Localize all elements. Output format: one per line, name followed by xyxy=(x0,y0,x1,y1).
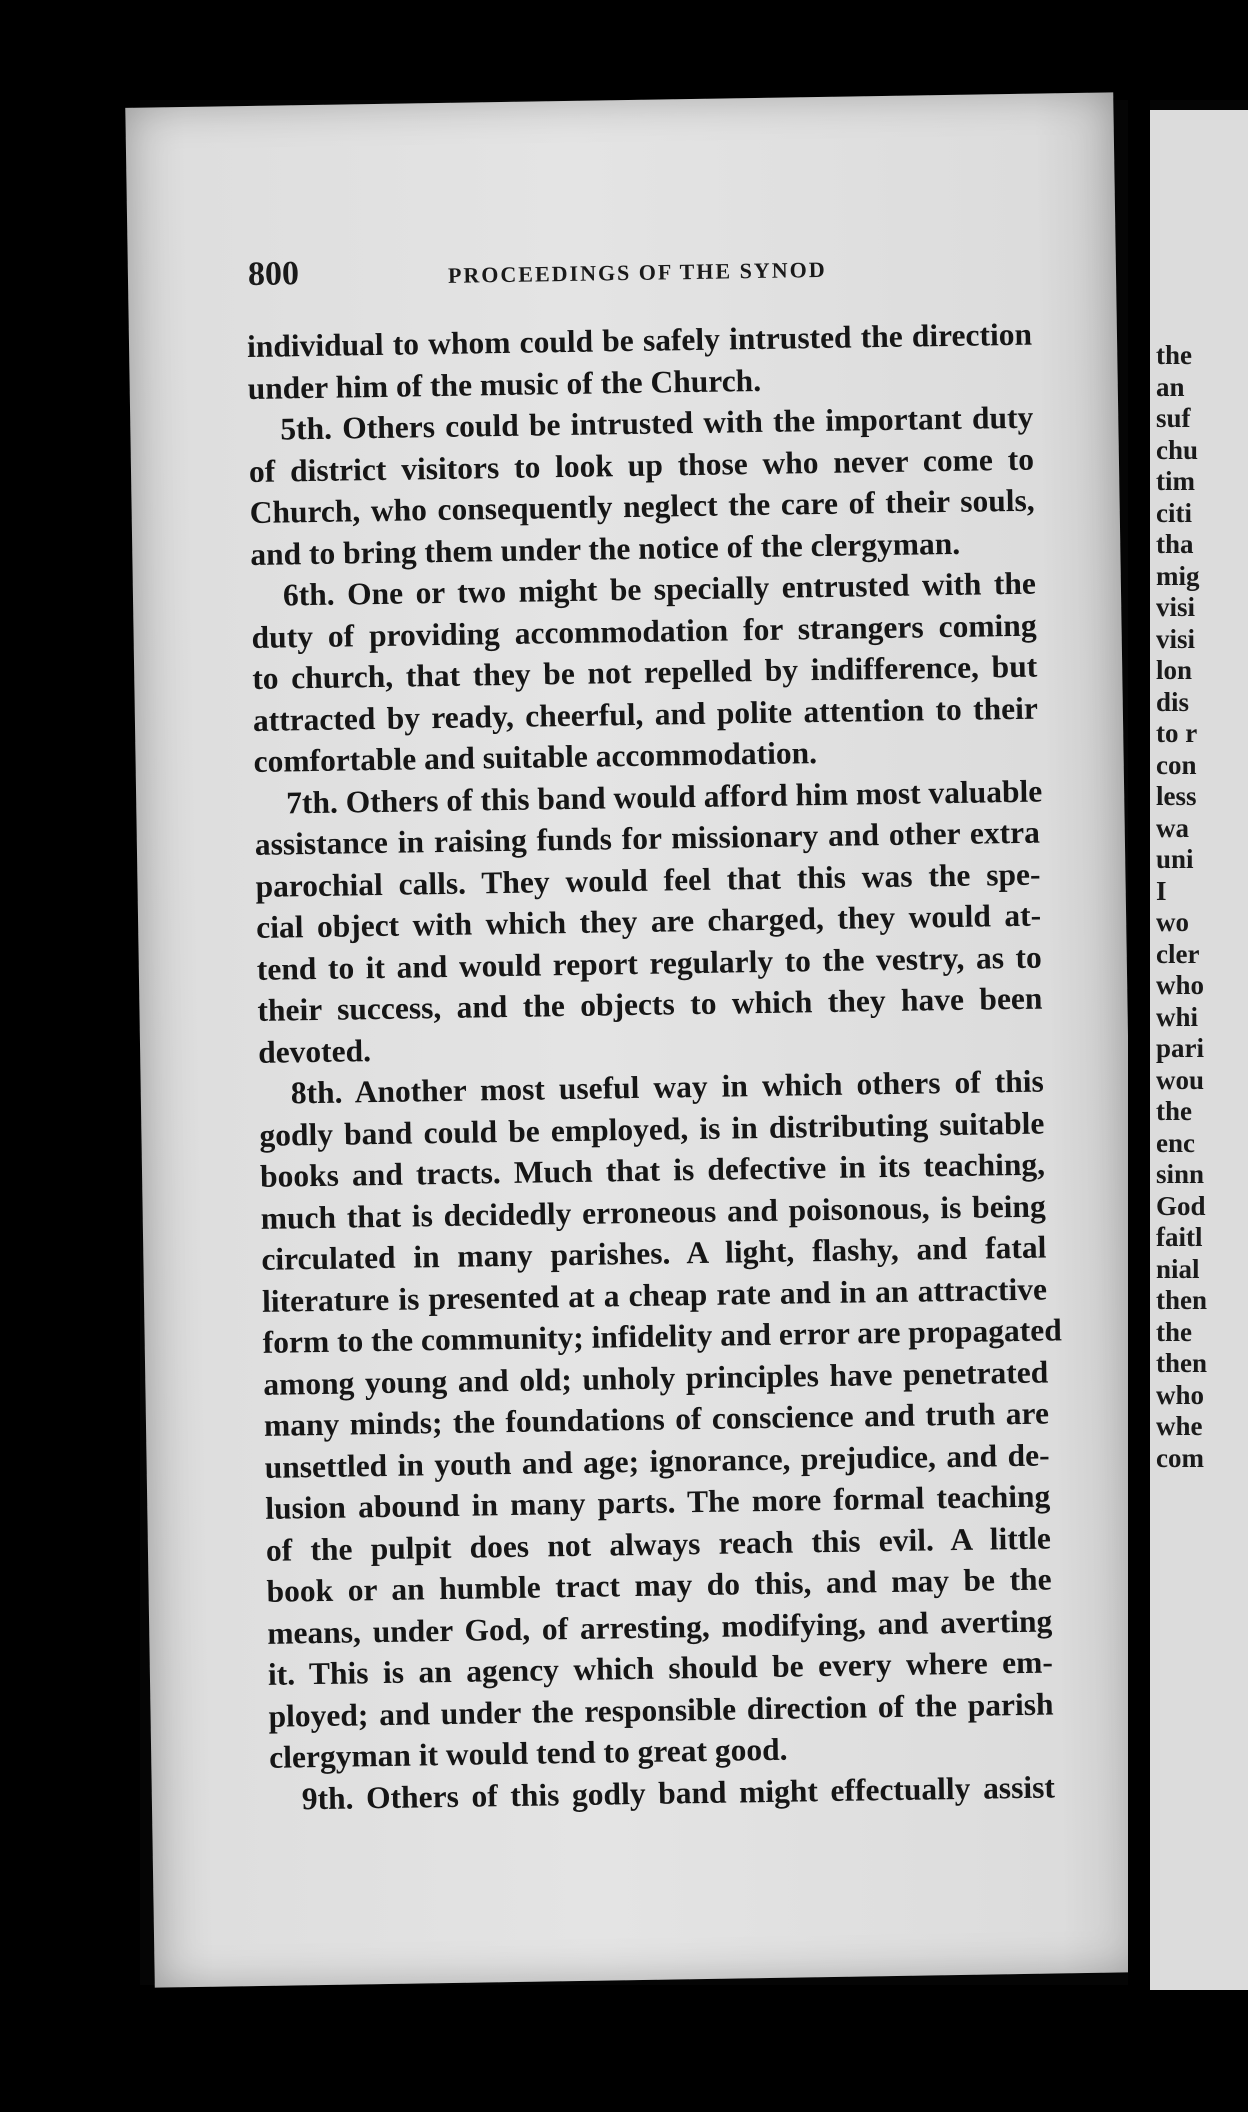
text-line: many minds; the foundations of conscience and truth are xyxy=(263,1395,1050,1443)
page-number: 800 xyxy=(247,255,300,293)
facing-page-fragment: I xyxy=(1156,875,1167,906)
facing-page-fragment: dis xyxy=(1156,686,1190,717)
text-line: means, under God, of arresting, modifying, and averting xyxy=(266,1603,1053,1651)
text-line: individual to whom could be safely intrusted the direction xyxy=(246,316,1033,364)
text-line: Church, who consequently neglect the care of their souls, xyxy=(249,482,1035,530)
text-line: their success, and the objects to which they have been xyxy=(257,980,1043,1028)
running-head xyxy=(248,243,1049,306)
facing-page-fragment: visi xyxy=(1156,592,1196,622)
facing-page-fragment: suf xyxy=(1156,403,1191,433)
paragraph-9th: 9th. Others of this godly band might effectually assist xyxy=(301,1768,1056,1816)
film-border-left xyxy=(0,0,140,2112)
facing-page-fragment: the xyxy=(1156,340,1192,370)
text-line: unsettled in youth and age; ignorance, prejudice, and de- xyxy=(264,1437,1050,1485)
text-line: clergyman it would tend to great good. xyxy=(268,1731,788,1775)
facing-page-fragment: wo xyxy=(1156,907,1189,937)
film-border-bottom xyxy=(0,1985,1248,2112)
facing-page-fragment: sinn xyxy=(1156,1159,1205,1189)
facing-page-fragment: faitl xyxy=(1156,1222,1203,1252)
facing-page-fragment: then xyxy=(1156,1285,1208,1315)
text-line: to church, that they be not repelled by indifference, but xyxy=(251,648,1038,696)
running-head-title: PROCEEDINGS OF THE SYNOD xyxy=(447,256,827,288)
text-line: devoted. xyxy=(257,1032,372,1070)
facing-page-fragment: tim xyxy=(1156,466,1195,496)
facing-page-edge xyxy=(1150,110,1248,1990)
text-line: tend to it and would report regularly to the vestry, as to xyxy=(256,939,1043,987)
body-text xyxy=(246,314,1062,1820)
text-line: under him of the music of the Church. xyxy=(247,362,762,406)
text-line: ployed; and under the responsible direction of the parish xyxy=(268,1685,1054,1734)
text-line: godly band could be employed, is in distributing suitable xyxy=(259,1105,1045,1153)
facing-page-fragment: nial xyxy=(1156,1253,1200,1284)
text-line: cial object with which they are charged, they would at- xyxy=(255,897,1042,945)
text-line: lusion abound in many parts. The more formal teaching xyxy=(265,1478,1051,1526)
text-line: books and tracts. Much that is defective in its teaching, xyxy=(259,1146,1046,1194)
text-line: of the pulpit does not always reach this evil. A little xyxy=(265,1520,1052,1568)
facing-page-fragment: pari xyxy=(1156,1033,1205,1063)
text-line: attracted by ready, cheerful, and polite attention to their xyxy=(252,690,1039,738)
text-line: duty of providing accommodation for strangers coming xyxy=(251,607,1037,655)
facing-page-fragment: visi xyxy=(1156,623,1196,654)
book-page xyxy=(125,92,1142,1987)
facing-page-fragment: the xyxy=(1156,1316,1192,1347)
facing-page-fragment: enc xyxy=(1156,1127,1195,1158)
facing-page-fragment: uni xyxy=(1156,844,1194,874)
paragraph-6th: 6th. One or two might be specially entrusted with the xyxy=(282,565,1037,613)
text-line: circulated in many parishes. A light, flashy, and fatal xyxy=(261,1229,1047,1277)
text-line: it. This is an agency which should be every where em- xyxy=(267,1644,1054,1692)
facing-page-fragment: an xyxy=(1156,371,1185,402)
facing-page-fragment: God xyxy=(1156,1190,1206,1221)
text-line: literature is presented at a cheap rate and in an attractive xyxy=(261,1271,1048,1319)
paragraph-8th: 8th. Another most useful way in which others of this xyxy=(290,1063,1044,1111)
film-border-top xyxy=(0,0,1248,100)
paragraph-5th: 5th. Others could be intrusted with the important duty xyxy=(280,399,1034,447)
text-line: comfortable and suitable accommodation. xyxy=(253,735,818,779)
text-line: parochial calls. They would feel that this was the spe- xyxy=(255,856,1041,904)
text-line: book or an humble tract may do this, and may be the xyxy=(266,1561,1052,1609)
text-line: and to bring them under the notice of the clergyman. xyxy=(250,525,961,572)
text-line: of district visitors to look up those who never come to xyxy=(248,441,1035,489)
facing-page-fragment: then xyxy=(1156,1348,1208,1378)
facing-page-fragment: cler xyxy=(1156,938,1200,969)
text-line: among young and old; unholy principles have penetrated xyxy=(263,1354,1049,1402)
facing-page-fragment: tha xyxy=(1156,529,1194,559)
facing-page-fragment: wa xyxy=(1156,812,1189,843)
facing-page-fragment: con xyxy=(1156,749,1197,780)
facing-page-fragment: wou xyxy=(1156,1064,1205,1095)
page-gutter xyxy=(1128,80,1150,2030)
text-line: form to the community; infidelity and error are propagated xyxy=(262,1312,1062,1360)
facing-page-fragment: who xyxy=(1156,1379,1205,1410)
facing-page-fragment: the xyxy=(1156,1096,1192,1126)
facing-page-fragment: lon xyxy=(1156,655,1193,685)
text-line: assistance in raising funds for missionary and other extra xyxy=(254,814,1041,862)
facing-page-fragment: mig xyxy=(1156,560,1200,591)
facing-page-fragment: whe xyxy=(1156,1411,1203,1441)
facing-page-fragment: less xyxy=(1156,781,1197,811)
facing-page-fragment: who xyxy=(1156,970,1205,1000)
facing-page-fragment: to r xyxy=(1156,718,1198,748)
facing-page-fragment: chu xyxy=(1156,434,1199,465)
facing-page-fragment: com xyxy=(1156,1442,1204,1473)
facing-page-fragment: citi xyxy=(1156,497,1192,528)
facing-page-fragment: whi xyxy=(1156,1001,1199,1032)
paragraph-7th: 7th. Others of this band would afford him most valuable xyxy=(285,773,1043,820)
text-line: much that is decidedly erroneous and poisonous, is being xyxy=(260,1188,1046,1236)
